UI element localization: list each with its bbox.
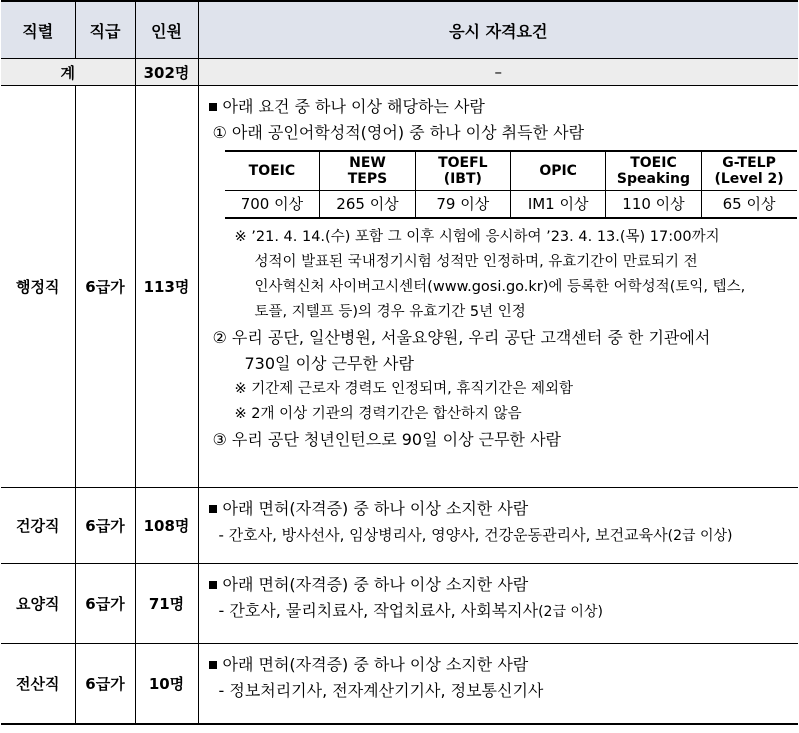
square-bullet-icon [209, 581, 217, 589]
lead-text: 아래 면허(자격증) 중 하나 이상 소지한 사람 [222, 499, 529, 518]
header-requirement: 응시 자격요건 [198, 1, 798, 59]
grade-cell: 6급가 [75, 564, 135, 644]
option-2-line-1: ② 우리 공단, 일산병원, 서울요양원, 우리 공단 고객센터 중 한 기관에서 [212, 328, 711, 347]
note-language-4: 토플, 지텔프 등)의 경우 유효기간 5년 인정 [254, 304, 526, 320]
square-bullet-icon [209, 505, 217, 513]
count-cell: 10명 [135, 644, 198, 724]
lang-header: OPIC [510, 151, 605, 191]
lang-header: TOEFL (IBT) [415, 151, 510, 191]
total-count: 302명 [135, 59, 198, 86]
header-row [1, 1, 798, 59]
lang-value: 110 이상 [606, 191, 701, 219]
count-cell: 71명 [135, 564, 198, 644]
lang-header: G-TELP (Level 2) [701, 151, 796, 191]
lang-value: 265 이상 [320, 191, 415, 219]
language-score-table [225, 150, 797, 219]
license-text: - 간호사, 물리치료사, 작업치료사, 사회복지사 [218, 601, 539, 620]
option-2-line-2: 730일 이상 근무한 사람 [244, 354, 414, 373]
lang-header: NEW TEPS [320, 151, 415, 191]
requirement-cell [198, 488, 798, 564]
series-cell: 전산직 [1, 644, 75, 724]
series-cell: 건강직 [1, 488, 75, 564]
note-language-1: ※ ’21. 4. 14.(수) 포함 그 이후 시험에 응시하여 ’23. 4. 13.(목) 17:00까지 [234, 229, 720, 245]
table-row [1, 644, 798, 724]
count-cell: 108명 [135, 488, 198, 564]
header-grade: 직급 [75, 1, 135, 59]
lang-value: 700 이상 [225, 191, 320, 219]
grade-cell: 6급가 [75, 488, 135, 564]
license-list [207, 522, 799, 549]
table-row [1, 488, 798, 564]
series-cell: 행정직 [1, 86, 75, 488]
grade-cell: 6급가 [75, 644, 135, 724]
table-row [1, 564, 798, 644]
square-bullet-icon [209, 103, 217, 111]
license-text: - 간호사, 방사선사, 임상병리사, 영양사, 건강운동관리사, 보건교육사 [218, 526, 668, 544]
license-suffix: (2급 이상) [538, 604, 603, 620]
header-series: 직렬 [1, 1, 75, 59]
requirement-cell [198, 86, 798, 488]
note-language-2: 성적이 발표된 국내정기시험 성적만 인정하며, 유효기간이 만료되기 전 [254, 254, 698, 270]
series-cell: 요양직 [1, 564, 75, 644]
recruitment-table [1, 0, 798, 725]
requirement-lead [207, 94, 799, 120]
square-bullet-icon [209, 661, 217, 669]
lang-value: 65 이상 [701, 191, 796, 219]
note-career-1: ※ 기간제 근로자 경력도 인정되며, 휴직기간은 제외함 [234, 381, 574, 397]
lang-header: TOEIC [225, 151, 320, 191]
lang-value: IM1 이상 [510, 191, 605, 219]
lang-value: 79 이상 [415, 191, 510, 219]
requirement-lead [207, 496, 799, 522]
note-career-2: ※ 2개 이상 기관의 경력기간은 합산하지 않음 [234, 406, 522, 422]
license-suffix: (2급 이상) [667, 528, 733, 544]
count-cell: 113명 [135, 86, 198, 488]
lead-text: 아래 면허(자격증) 중 하나 이상 소지한 사람 [222, 575, 529, 594]
lang-header: TOEIC Speaking [606, 151, 701, 191]
lead-text: 아래 요건 중 하나 이상 해당하는 사람 [222, 97, 485, 116]
grade-cell: 6급가 [75, 86, 135, 488]
total-row [1, 59, 798, 86]
requirement-lead [207, 652, 799, 678]
license-list: - 정보처리기사, 전자계산기기사, 정보통신기사 [218, 681, 544, 700]
note-language-3: 인사혁신처 사이버고시센터(www.gosi.go.kr)에 등록한 어학성적(토익, 텝스, [254, 279, 746, 295]
lead-text: 아래 면허(자격증) 중 하나 이상 소지한 사람 [222, 655, 529, 674]
total-label: 계 [1, 59, 135, 86]
header-count: 인원 [135, 1, 198, 59]
requirement-cell [198, 644, 798, 724]
language-header-row [225, 151, 797, 191]
language-value-row [225, 191, 797, 219]
option-1: ① 아래 공인어학성적(영어) 중 하나 이상 취득한 사람 [212, 123, 585, 142]
license-list [207, 598, 799, 625]
table-row [1, 86, 798, 488]
requirement-cell [198, 564, 798, 644]
requirement-lead [207, 572, 799, 598]
option-3: ③ 우리 공단 청년인턴으로 90일 이상 근무한 사람 [212, 430, 562, 449]
total-requirement: – [198, 59, 798, 86]
